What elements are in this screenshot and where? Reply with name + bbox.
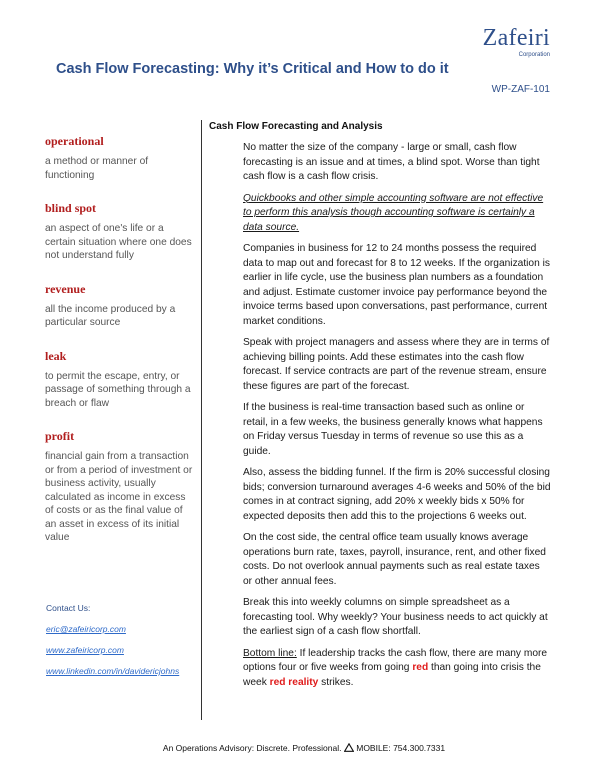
- glossary-sidebar: [45, 134, 195, 564]
- body-paragraph: If the business is real-time transaction based such as online or retail, in a few weeks, the business generally knows what happens on Friday versus Tuesday in terms of revenue so use this as a guide.: [243, 402, 543, 457]
- document-title: Cash Flow Forecasting: Why it’s Critical and How to do it: [56, 61, 449, 77]
- glossary-definition: a method or manner of functioning: [45, 156, 149, 181]
- footer-mobile: MOBILE: 754.300.7331: [356, 743, 446, 753]
- section-heading: Cash Flow Forecasting and Analysis: [209, 121, 383, 132]
- column-divider: [201, 120, 202, 720]
- body-paragraph: Companies in business for 12 to 24 months possess the required data to map out and forecast for 8 to 12 weeks. If the organization is earlier in life cycle, use the business plan numbers as a foundation and adjust. Estimate customer invoice pay performance beyond the invoice terms based upon conversations, past performance, current market conditions.: [243, 243, 550, 327]
- bottom-line-text: than going into crisis the week: [243, 662, 541, 688]
- body-paragraph: No matter the size of the company - large or small, cash flow forecasting is an issue and at times, a blind spot. Worse than tight cash flow is a cash flow crisis.: [243, 142, 540, 182]
- website-link[interactable]: www.zafeiricorp.com: [46, 645, 124, 655]
- bottom-line-text: If leadership tracks the cash flow, there are many more options four or five weeks from going: [243, 647, 548, 673]
- glossary-definition: an aspect of one's life or a certain situation where one does not understand fully: [45, 223, 192, 261]
- glossary-term: leak: [45, 348, 67, 363]
- contact-label: Contact Us:: [46, 603, 91, 613]
- glossary-term: revenue: [45, 281, 86, 296]
- red-reality-emphasis: red reality: [269, 676, 319, 688]
- glossary-term: blind spot: [45, 201, 97, 215]
- footer-tagline: An Operations Advisory: Discrete. Professional.: [162, 743, 344, 753]
- glossary-definition: financial gain from a transaction or from a period of investment or business activity, usually calculated as income in excess of costs or as the final value of an asset in excess of its initial value: [45, 451, 193, 543]
- glossary-definition: to permit the escape, entry, or passage of something through a breach or flaw: [45, 370, 191, 409]
- software-note: Quickbooks and other simple accounting software are not effective to perform this analysis though accounting software is certainly a data source.: [243, 192, 544, 233]
- brand-subtitle: Corporation: [518, 52, 550, 58]
- body-paragraph: On the cost side, the central office team usually knows average operations burn rate, taxes, payroll, insurance, rent, and other fixed costs. Do not overlook annual payments such as real estate taxes or other annual fees.: [243, 532, 546, 587]
- red-emphasis: red: [412, 662, 429, 673]
- bottom-line-label: Bottom line:: [243, 647, 297, 659]
- footer: [0, 743, 608, 753]
- brand-name: Zafeiri: [482, 25, 550, 51]
- triangle-icon: [344, 743, 354, 752]
- contact-block: [46, 603, 206, 687]
- glossary-term: profit: [45, 429, 75, 443]
- body-paragraph: Also, assess the bidding funnel. If the firm is 20% successful closing bids; conversion turnaround averages 4-6 weeks and 50% of the bid comes in at contract signing, add 20% x weekly bids x 50% for expected deposits then add this to the projections 6 weeks out.: [243, 467, 551, 522]
- brand-logo: [483, 26, 550, 58]
- glossary-term: operational: [45, 134, 104, 148]
- bottom-line-text: strikes.: [318, 676, 354, 688]
- document-id: WP-ZAF-101: [491, 84, 550, 95]
- body-paragraph: Speak with project managers and assess where they are in terms of achieving billing points. Add these estimates into the cash flow forecast. If service contracts are part of the revenue stream, ensure these figures are part of the forecast.: [243, 337, 550, 392]
- linkedin-link[interactable]: www.linkedin.com/in/davidericjohns: [46, 666, 180, 676]
- email-link[interactable]: eric@zafeiricorp.com: [46, 624, 126, 634]
- main-content: [243, 141, 551, 697]
- body-paragraph: Break this into weekly columns on simple spreadsheet as a forecasting tool. Why weekly? Your business needs to act quickly at the earliest sign of a cash flow shortfall.: [243, 597, 548, 637]
- bottom-line-paragraph: [243, 647, 551, 691]
- glossary-definition: all the income produced by a particular source: [45, 303, 176, 328]
